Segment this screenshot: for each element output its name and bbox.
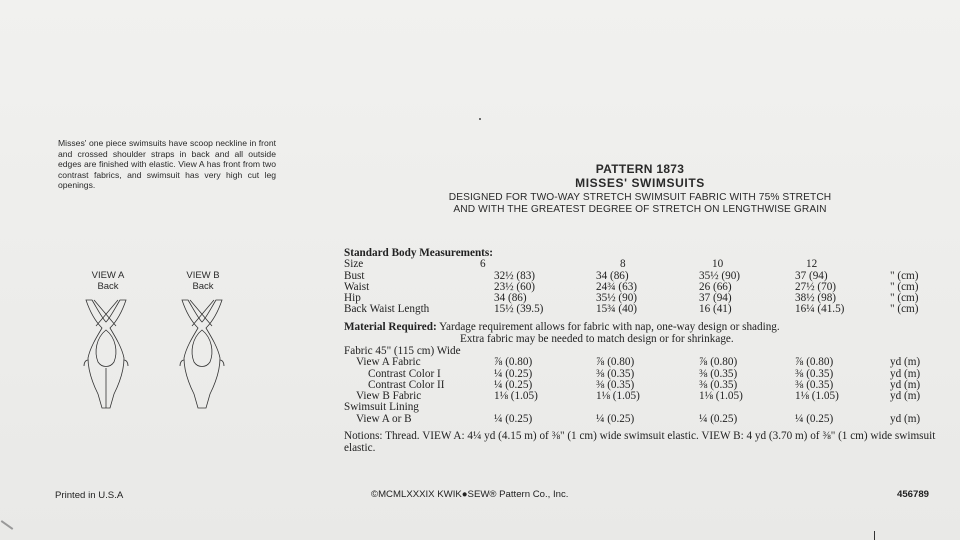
pattern-name: MISSES' SWIMSUITS (575, 176, 705, 190)
cell: ⅜ (0.35) (699, 367, 738, 380)
unit: " (cm) (890, 303, 919, 316)
material-line-2: Extra fabric may be needed to match design or for shrinkage. (460, 332, 734, 345)
view-b-title: VIEW B (186, 270, 220, 281)
row-label: View A or B (356, 412, 412, 425)
cell: 38½ (98) (795, 292, 837, 305)
cell: ⅞ (0.80) (596, 356, 635, 369)
unit: " (cm) (890, 280, 919, 293)
cell: 1⅛ (1.05) (699, 390, 743, 403)
cell: 1⅛ (1.05) (795, 390, 839, 403)
paper-crease (1, 520, 14, 530)
cell: 34 (86) (494, 292, 527, 305)
cell: ⅜ (0.35) (795, 378, 834, 391)
measurement-row-waist (344, 280, 919, 293)
row-label: View B Fabric (356, 390, 422, 403)
unit: yd (m) (890, 390, 921, 403)
view-a-swimsuit-sketch (80, 298, 132, 410)
cell: ¼ (0.25) (596, 412, 635, 425)
unit: yd (m) (890, 378, 921, 391)
cell: ⅜ (0.35) (699, 378, 738, 391)
cell: ¼ (0.25) (795, 412, 834, 425)
notions-text: Notions: Thread. VIEW A: 4¼ yd (4.15 m) of ⅜" (1 cm) wide swimsuit elastic. VIEW B: 4 yd (3.70 m) of ⅜" (1 cm) wide swimsuit elastic. (344, 430, 936, 455)
cell: 15½ (39.5) (494, 303, 544, 316)
pattern-header (420, 163, 860, 216)
cell: 1⅛ (1.05) (596, 390, 640, 403)
product-code: 456789 (897, 489, 930, 500)
size-8: 8 (620, 258, 626, 271)
copyright: ©MCMLXXXIX KWIK●SEW® Pattern Co., Inc. (371, 489, 569, 500)
unit: yd (m) (890, 367, 921, 380)
cell: 16 (41) (699, 303, 732, 316)
measurement-row-size (344, 258, 818, 271)
cell: 1⅛ (1.05) (494, 390, 538, 403)
measurements-heading: Standard Body Measurements: (344, 247, 493, 259)
unit: " (cm) (890, 269, 919, 282)
view-a-title: VIEW A (91, 270, 125, 281)
fabric-requirement-line-2: AND WITH THE GREATEST DEGREE OF STRETCH ON LENGTHWISE GRAIN (453, 204, 827, 215)
row-label: Back Waist Length (344, 303, 430, 316)
cell: 27½ (70) (795, 280, 837, 293)
row-label: Hip (344, 292, 361, 305)
size-6: 6 (480, 258, 486, 271)
unit: yd (m) (890, 356, 921, 369)
fabric-row-view-a (344, 356, 921, 369)
view-a-label (78, 270, 138, 292)
cell: 24¾ (63) (596, 280, 638, 293)
row-label: Contrast Color II (368, 378, 445, 391)
view-b-label (173, 270, 233, 292)
unit: yd (m) (890, 412, 921, 425)
material-required (344, 322, 780, 345)
cell: ⅜ (0.35) (596, 378, 635, 391)
measurement-row-back-waist (344, 303, 919, 316)
cell: 35½ (90) (596, 292, 638, 305)
material-label: Material Required: (344, 321, 437, 333)
size-10: 10 (712, 258, 724, 271)
print-speck (479, 118, 481, 120)
cell: 26 (66) (699, 280, 732, 293)
unit: " (cm) (890, 292, 919, 305)
size-12: 12 (806, 258, 818, 271)
cell: 15¾ (40) (596, 303, 638, 316)
view-b-subtitle: Back (192, 281, 214, 292)
row-label: Waist (344, 280, 370, 293)
cell: ¼ (0.25) (699, 412, 738, 425)
cell: 37 (94) (795, 269, 828, 282)
garment-description: Misses' one piece swimsuits have scoop neckline in front and crossed shoulder straps in back and all outside edges are finished with elastic. View A has front from two contrast fabrics, and swimsuit has very high cut leg openings. (58, 138, 276, 191)
cell: 32½ (83) (494, 269, 536, 282)
cell: 37 (94) (699, 292, 732, 305)
cell: ¼ (0.25) (494, 367, 533, 380)
cell: ¼ (0.25) (494, 412, 533, 425)
fabric-heading: Fabric 45" (115 cm) Wide (344, 345, 461, 357)
fold-tick-mark (874, 531, 875, 540)
row-label: Size (344, 258, 364, 271)
fabric-requirement-line-1: DESIGNED FOR TWO-WAY STRETCH SWIMSUIT FABRIC WITH 75% STRETCH (448, 192, 832, 203)
cell: 35½ (90) (699, 269, 741, 282)
view-b-swimsuit-sketch (176, 298, 228, 410)
cell: ⅞ (0.80) (494, 356, 533, 369)
row-label: Swimsuit Lining (344, 401, 419, 414)
cell: 23½ (60) (494, 280, 536, 293)
pattern-number: PATTERN 1873 (595, 162, 685, 176)
fabric-yardage-table (344, 345, 921, 425)
cell: ⅞ (0.80) (795, 356, 834, 369)
cell: 16¼ (41.5) (795, 303, 845, 316)
row-label: View A Fabric (356, 356, 421, 369)
cell: ⅞ (0.80) (699, 356, 738, 369)
cell: ¼ (0.25) (494, 378, 533, 391)
cell: ⅜ (0.35) (795, 367, 834, 380)
printed-in: Printed in U.S.A (55, 490, 124, 501)
material-line-1: Yardage requirement allows for fabric with nap, one-way design or shading. (439, 321, 780, 333)
row-label: Bust (344, 269, 365, 282)
cell: ⅜ (0.35) (596, 367, 635, 380)
row-label: Contrast Color I (368, 367, 441, 380)
body-measurements-table (344, 247, 919, 316)
cell: 34 (86) (596, 269, 629, 282)
fabric-row-lining (344, 412, 921, 425)
view-a-subtitle: Back (97, 281, 119, 292)
